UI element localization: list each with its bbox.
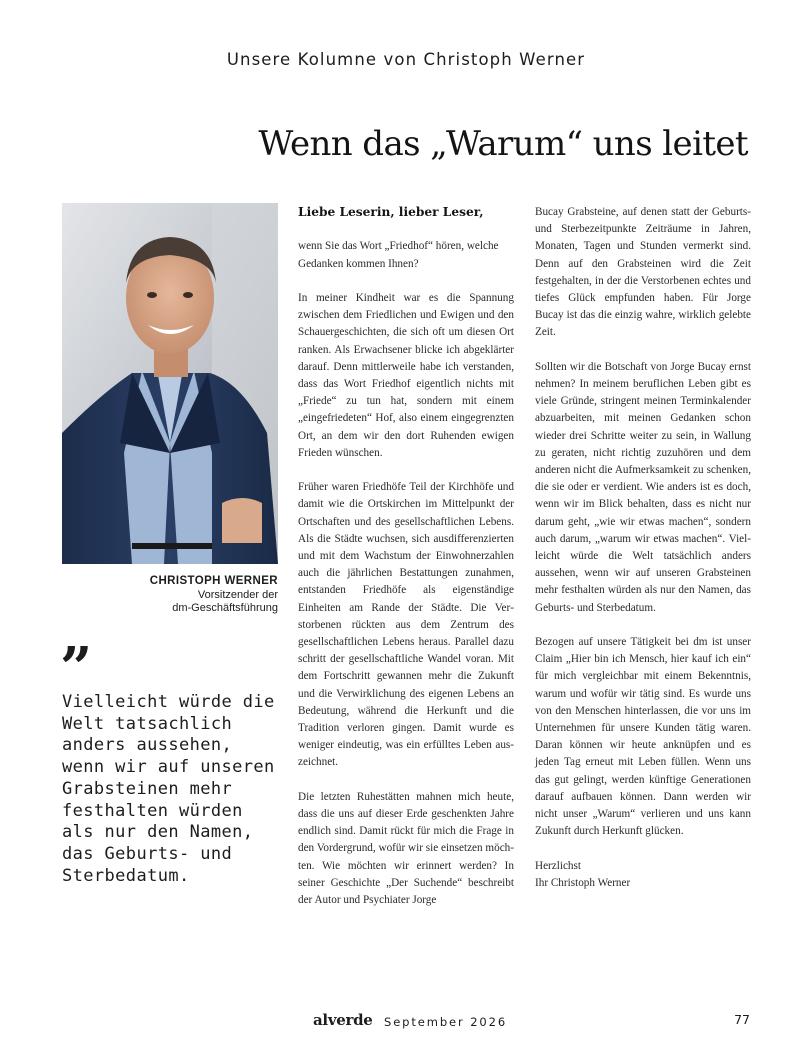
- caption-role-line-2: dm-Geschäftsführung: [172, 602, 278, 614]
- photo-caption: [62, 575, 278, 616]
- article-column-1: [298, 204, 514, 926]
- pull-quote: Vielleicht würde die Welt tatsachlich anders aussehen, wenn wir auf unseren Grabsteinen mehr festhalten würden als nur den Namen, das Geburts- und Sterbedatum.: [62, 692, 275, 886]
- paragraph: Früher waren Friedhöfe Teil der Kirchhöfe und damit wie die Ortskirchen im Mittelpunkt der Ortschaften und des gesellschaftlichen Lebens. Als die Städte wuchsen, sich ausdifferenzierten und mit dem Wachstum der Einwohnerzahlen auch die jährlichen Bestattungen zunahmen, entstanden Friedhöfe als eigenständige Einheiten am Rande der Städte. Die Verstorbenen rückten aus dem Zentrum des gesellschaftlichen Lebens heraus. Parallel dazu schritt der gesellschaftliche Wandel voran. Mit dem Fortschritt gewannen mehr die Zukunft und die Verwirklichung des eigenen Lebens an Bedeutung, während die Herkunft und die Tradition verloren gingen. Damit wurde es weniger eindeutig, was ein erfülltes Leben auszeichnet.: [298, 481, 514, 769]
- column-kicker: Unsere Kolumne von Christoph Werner: [226, 50, 586, 69]
- portrait-photo: [62, 203, 278, 564]
- paragraph: wenn Sie das Wort „Friedhof“ hören, welche Gedanken kommen Ihnen?: [298, 240, 499, 270]
- salutation: Liebe Leserin, lieber Leser,: [298, 205, 484, 219]
- signature: Ihr Christoph Werner: [535, 876, 631, 889]
- article-column-2: [535, 204, 751, 892]
- paragraph: Bucay Grabsteine, auf denen statt der Geburts- und Sterbezeitpunkte Zeiträume in Jahren, Monaten, Tagen und Stunden vermerkt sind. Denn auf den Grabsteinen wird die Zeit festgehalten, in der die Verstorbenen echtes und tiefes Glück empfunden haben. Für Jorge Bucay ist das die einzig wahre, wirklich gelebte Zeit.: [535, 206, 751, 339]
- closing: Herzlichst: [535, 859, 581, 872]
- paragraph: Sollten wir die Botschaft von Jorge Bucay ernst nehmen? In meinem beruflichen Leben gibt es viele Gründe, stringent meinen Terminkalender abzuarbeiten, mit meinen Gedanken schon wieder drei Schritte weiter zu sein, in Wallung zu geraten, nicht richtig zuzuhören und dem anderen nicht die Aufmerksamkeit zu schenken, die sie oder er verdient. Wie anders ist es doch, wenn wir im Blick behalten, dass es nicht nur darum geht, „wie wir etwas machen“, sondern auch darum, „warum wir etwas machen“. Vielleicht würde die Welt tatsächlich anders aussehen, wenn wir auf unseren Grabsteinen mehr festhalten würden als nur den Namen, das Geburts- und Sterbedatum.: [535, 360, 751, 614]
- footer-issue-date: September 2026: [384, 1015, 508, 1029]
- footer-brand-logo: alverde: [313, 1011, 373, 1029]
- paragraph: Die letzten Ruhestätten mahnen mich heute, dass die uns auf dieser Erde geschenkten Jahre endlich sind. Damit rückt für mich die Frage in den Vordergrund, wofür wir sie einsetzen möchten. Wie möchten wir erinnert werden? In seiner Geschichte „Der Suchende“ beschreibt der Autor und Psychiater Jorge: [298, 790, 514, 907]
- article-headline: Wenn das „Warum“ uns leitet: [258, 124, 748, 164]
- page-number: 77: [734, 1012, 750, 1027]
- caption-role-line-1: Vorsitzender der: [197, 588, 278, 601]
- author-photo: [62, 203, 278, 564]
- paragraph: Bezogen auf unsere Tätigkeit bei dm ist unser Claim „Hier bin ich Mensch, hier kauf ich ein“ für mich vergleichbar mit einem Bekenntnis, warum und wofür wir tätig sind. Es wurde uns von den Menschen hinterlassen, die vor uns im Unternehmen für unsere Kunden tätig waren. Daran können wir heute anknüpfen und es jeden Tag erneut mit Leben füllen. Wenn uns das gut gelingt, werden künftige Generationen darauf aufbauen können. Dann werden wir nicht unser „Warum“ verlieren und uns kann Zukunft durch Herkunft glücken.: [535, 636, 751, 838]
- caption-name: CHRISTOPH WERNER: [149, 575, 278, 587]
- quote-mark-icon: ”: [60, 635, 93, 701]
- paragraph: In meiner Kindheit war es die Spannung zwischen dem Friedlichen und Ewigen und den Schauergeschichten, die sich oft um diesen Ort ranken. Als Erwachsener blicke ich abgeklärter darauf. Denn mittlerweile habe ich verstanden, dass das Wort Friedhof eigentlich nichts mit „Friede“ zu tun hat, sondern mit einem „eingefriedeten“ Hof, also einem eingegrenzten Ort, an dem wir den dort Ruhenden ewigen Frieden wünschen.: [298, 291, 514, 459]
